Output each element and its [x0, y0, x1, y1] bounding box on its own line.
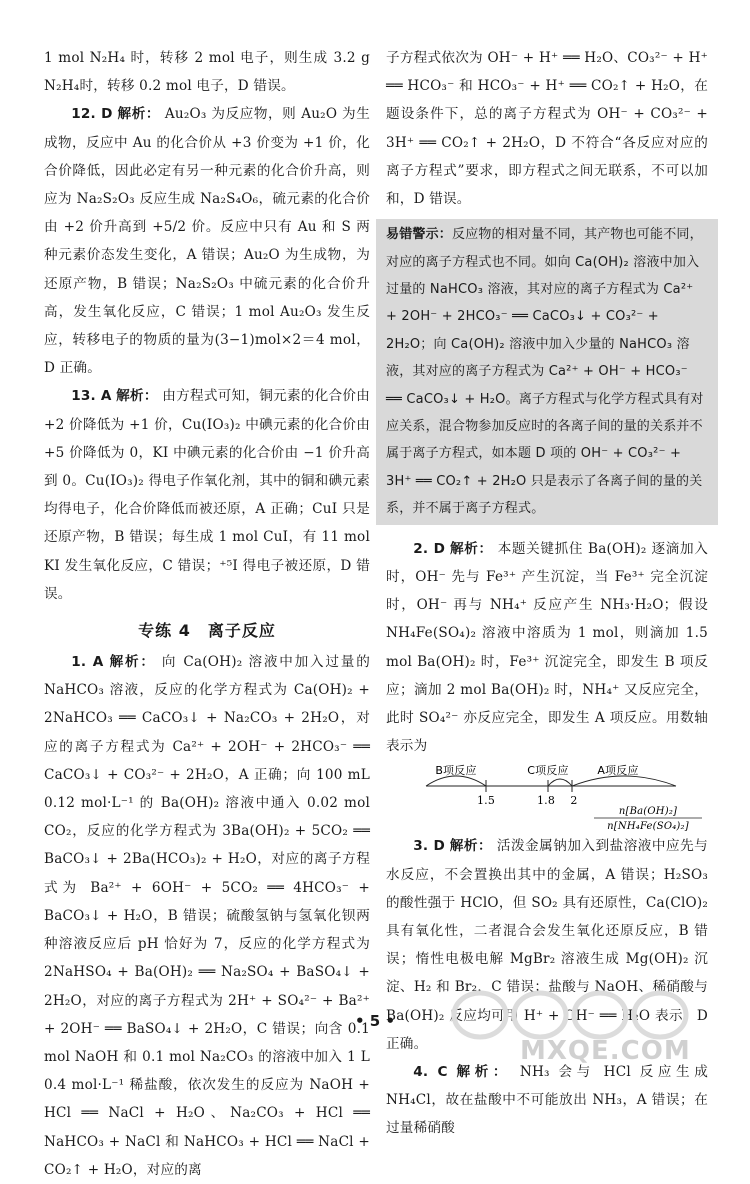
- answer-13-number: 13. A: [71, 388, 112, 405]
- answer-1-label: 解析：: [109, 654, 156, 671]
- answer-13-label: 解析：: [116, 388, 158, 405]
- answer-3-number: 3. D: [413, 838, 445, 855]
- answer-12: [44, 100, 370, 382]
- answer-4-text: NH₃ 会与 HCl 反应生成 NH₄Cl，故在盐酸中不可能放出 NH₃，A 错误；在过量稀硝酸: [386, 1063, 708, 1137]
- warning-label: 易错警示：: [386, 227, 453, 243]
- answer-3-text: 活泼金属钠加入到盐溶液中应先与水反应，不会置换出其中的金属，A 错误；H₂SO₃ 的酸性强于 HClO，但 SO₂ 具有还原性，Ca(ClO)₂ 具有氧化性，二者混合会发生氧化还原反应，B 错误；惰性电极电解 MgBr₂ 溶液生成 Mg(OH)₂ 沉淀、H₂ 和 Br₂，C 错误；盐酸与 NaOH、稀硝酸与 Ba(OH)₂ 反应均可用 H⁺ + OH⁻ ══ H₂O 表示，D 正确。: [386, 838, 708, 1052]
- number-axis-svg: [386, 762, 708, 832]
- answer-4-number: 4. C: [413, 1063, 448, 1080]
- answer-4-label: 解析：: [456, 1063, 511, 1080]
- answer-4: [386, 1058, 708, 1143]
- answer-1-text: 向 Ca(OH)₂ 溶液中加入过量的 NaHCO₃ 溶液，反应的化学方程式为 Ca(OH)₂ + 2NaHCO₃ ══ CaCO₃↓ + Na₂CO₃ + 2H₂O，对应的离子方程式为 Ca²⁺ + 2OH⁻ + 2HCO₃⁻ ══ CaCO₃↓ + CO₃²⁻ + 2H₂O，A 正确；向 100 mL 0.12 mol·L⁻¹ 的 Ba(OH)₂ 溶液中通入 0.02 mol CO₂，反应的化学方程式为 3Ba(OH)₂ + 5CO₂ ══ BaCO₃↓ + 2Ba(HCO₃)₂ + H₂O，对应的离子方程式为 Ba²⁺ + 6OH⁻ + 5CO₂ ══ 4HCO₃⁻ + BaCO₃↓ + H₂O，B 错误；硫酸氢钠与氢氧化钡两种溶液反应后 pH 恰好为 7，反应的化学方程式为 2NaHSO₄ + Ba(OH)₂ ══ Na₂SO₄ + BaSO₄↓ + 2H₂O，对应的离子方程式为 2H⁺ + SO₄²⁻ + Ba²⁺ + 2OH⁻ ══ BaSO₄↓ + 2H₂O，C 错误；向含 0.1 mol NaOH 和 0.1 mol Na₂CO₃ 的溶液中加入 1 L 0.4 mol·L⁻¹ 稀盐酸，依次发生的反应为 NaOH + HCl ══ NaCl + H₂O、Na₂CO₃ + HCl ══ NaHCO₃ + NaCl 和 NaHCO₃ + HCl ══ NaCl + CO₂↑ + H₂O，对应的离: [44, 654, 370, 1178]
- answer-2-text: 本题关键抓住 Ba(OH)₂ 逐滴加入时，OH⁻ 先与 Fe³⁺ 产生沉淀，当 Fe³⁺ 完全沉淀时，OH⁻ 再与 NH₄⁺ 反应产生 NH₃·H₂O；假设 NH₄Fe(SO₄)₂ 溶液中溶质为 1 mol，则滴加 1.5 mol Ba(OH)₂ 时，Fe³⁺ 沉淀完全，即发生 B 项反应；滴加 2 mol Ba(OH)₂ 时，NH₄⁺ 又反应完全，此时 SO₄²⁻ 亦反应完全，即发生 A 项反应。用数轴表示为: [386, 540, 708, 755]
- answer-12-label: 解析：: [117, 106, 161, 123]
- axis-tick-label-3: 2: [570, 794, 578, 808]
- axis-ratio-numerator: n[Ba(OH)₂]: [618, 806, 678, 818]
- axis-label-b: B项反应: [435, 764, 477, 778]
- warning-text: 反应物的相对量不同，其产物也可能不同，对应的离子方程式也不同。如向 Ca(OH)₂ 溶液中加入过量的 NaHCO₃ 溶液，其对应的离子方程式为 Ca²⁺ + 2OH⁻ + 2HCO₃⁻ ══ CaCO₃↓ + CO₃²⁻ + 2H₂O；向 Ca(OH)₂ 溶液中加入少量的 NaHCO₃ 溶液，其对应的离子方程式为 Ca²⁺ + OH⁻ + HCO₃⁻ ══ CaCO₃↓ + H₂O。离子方程式与化学方程式具有对应关系，混合物参加反应时的各离子间的量的关系并不属于离子方程式，如本题 D 项的 OH⁻ + CO₃²⁻ + 3H⁺ ══ CO₂↑ + 2H₂O 只是表示了各离子间的量的关系，并不属于离子方程式。: [386, 227, 704, 517]
- arc-a: [572, 776, 676, 786]
- section-title: 专练 4 离子反应: [138, 621, 276, 641]
- answer-1-number: 1. A: [71, 654, 104, 671]
- paragraph-continued-right: 子方程式依次为 OH⁻ + H⁺ ══ H₂O、CO₃²⁻ + H⁺ ══ HCO₃⁻ 和 HCO₃⁻ + H⁺ ══ CO₂↑ + H₂O，在题设条件下，总的离子方程式为 OH⁻ + CO₃²⁻ + 3H⁺ ══ CO₂↑ + 2H₂O，D 不符合“各反应对应的离子方程式”要求，即方程式之间无联系，不可以加和，D 错误。: [386, 50, 708, 208]
- watermark-text: MXQE.COM: [520, 1036, 691, 1066]
- arc-b: [426, 776, 486, 786]
- answer-2-label: 解析：: [450, 540, 493, 557]
- answer-3-label: 解析：: [449, 838, 493, 855]
- paragraph-continued: 1 mol N₂H₄ 时，转移 2 mol 电子，则生成 3.2 g N₂H₄时，转移 0.2 mol 电子，D 错误。: [44, 50, 370, 95]
- answer-13: [44, 382, 370, 608]
- axis-ratio-denominator: n[NH₄Fe(SO₄)₂]: [607, 821, 689, 833]
- answer-2: [386, 535, 708, 761]
- page-number: • 5 •: [354, 1012, 396, 1030]
- answer-13-text: 由方程式可知，铜元素的化合价由 +2 价降低为 +1 价，Cu(IO₃)₂ 中碘元素的化合价由 +5 价降低为 0，KI 中碘元素的化合价由 −1 价升高到 0。Cu(IO₃)₂ 得电子作氧化剂，其中的铜和碘元素均得电子，化合价降低而被还原，A 正确；CuI 只是还原产物，B 错误；每生成 1 mol CuI，有 11 mol KI 发生氧化反应，C 错误；⁺⁵I 得电子被还原，D 错误。: [44, 388, 370, 602]
- arc-c: [548, 779, 572, 786]
- answer-12-number: 12. D: [71, 106, 113, 123]
- answer-1: [44, 648, 370, 1184]
- error-warning-box: [376, 219, 718, 524]
- axis-label-c: C项反应: [527, 764, 569, 778]
- axis-tick-label-2: 1.8: [536, 794, 556, 808]
- number-axis-diagram: [386, 762, 708, 832]
- axis-tick-label-1: 1.5: [476, 794, 496, 808]
- answer-12-text: Au₂O₃ 为反应物，则 Au₂O 为生成物，反应中 Au 的化合价从 +3 价变为 +1 价，化合价降低，因此必定有另一种元素的化合价升高，则应为 Na₂S₂O₃ 反应生成 Na₂S₄O₆，硫元素的化合价由 +2 价升高到 +5/2 价。反应中只有 Au 和 S 两种元素价态发生变化，A 错误；Au₂O 为生成物，为还原产物，B 错误；Na₂S₂O₃ 中硫元素的化合价升高，发生氧化反应，C 错误；1 mol Au₂O₃ 发生反应，转移电子的物质的量为(3−1)mol×2＝4 mol，D 正确。: [44, 106, 370, 377]
- axis-label-a: A项反应: [597, 764, 639, 778]
- right-column: [386, 44, 708, 1143]
- answer-2-number: 2. D: [413, 540, 446, 557]
